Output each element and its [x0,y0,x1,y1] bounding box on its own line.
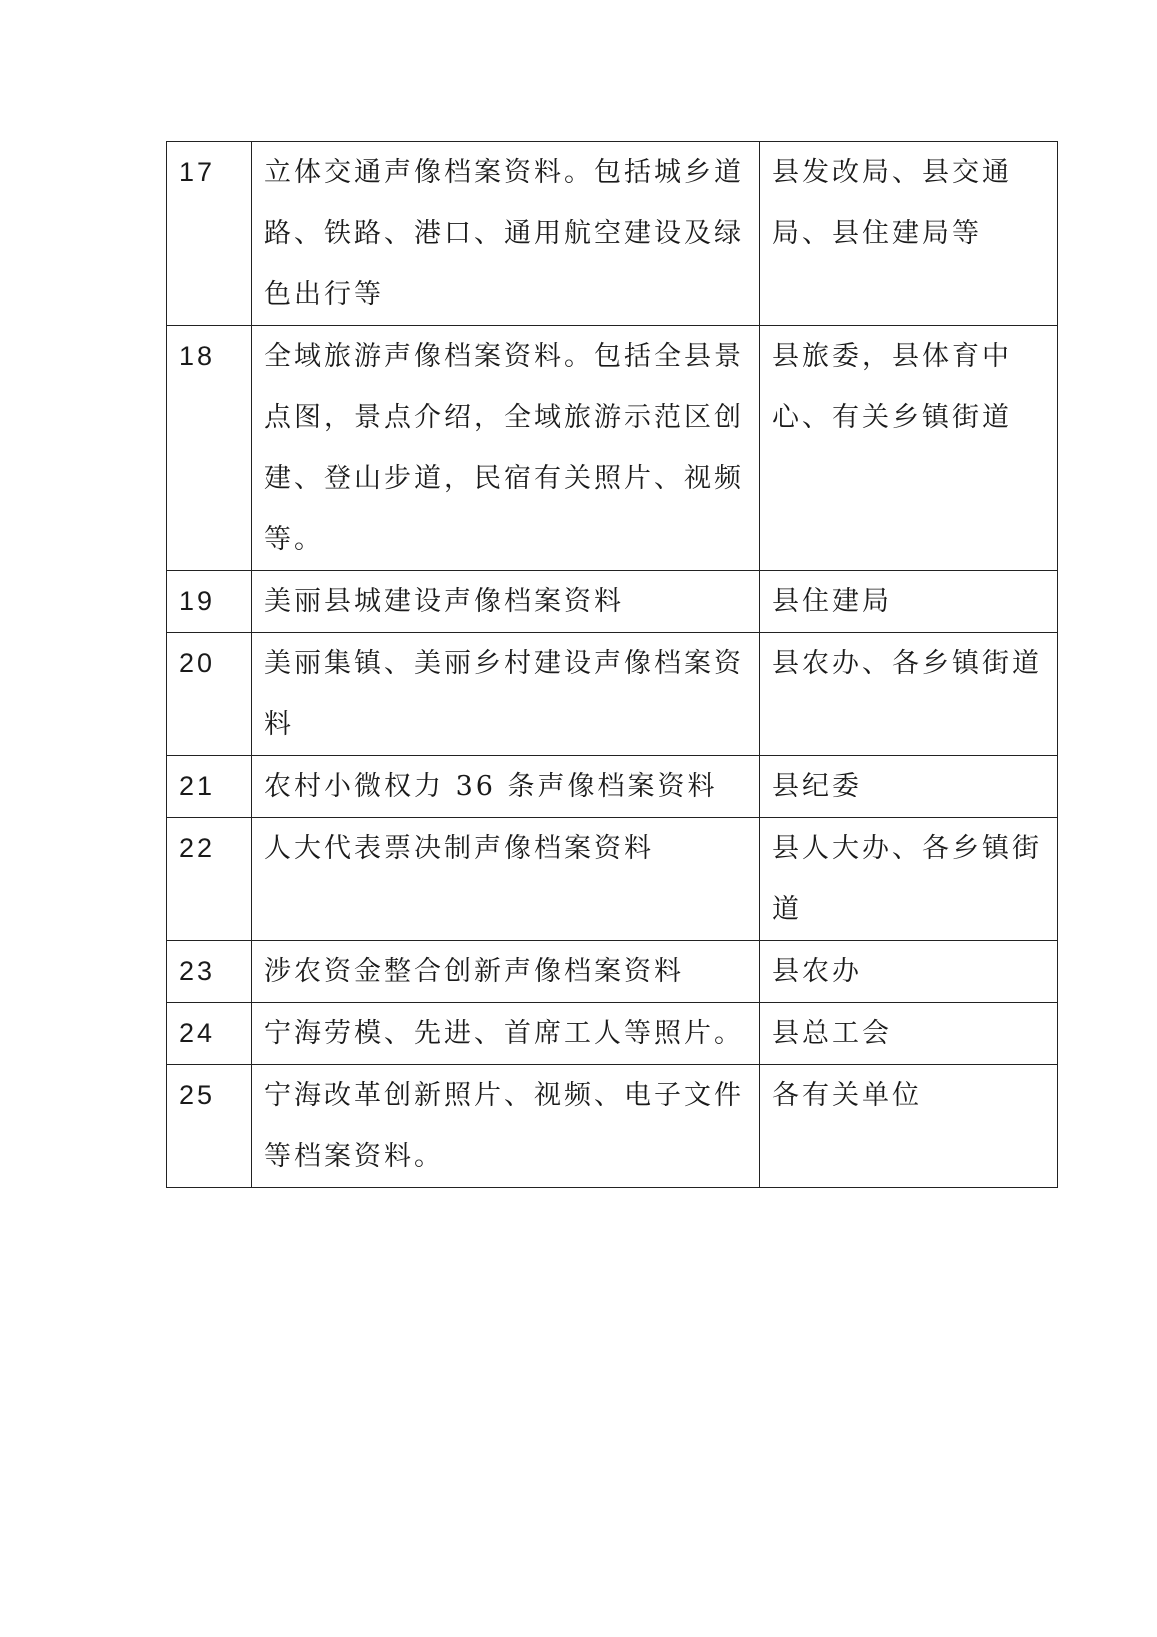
table-row [167,1003,1058,1065]
row-content: 全域旅游声像档案资料。包括全县景点图，景点介绍，全域旅游示范区创建、登山步道，民宿有关照片、视频等。 [252,326,760,571]
row-content: 宁海劳模、先进、首席工人等照片。 [252,1003,760,1065]
table-row [167,941,1058,1003]
row-number: 19 [167,571,252,633]
row-responsible-unit: 各有关单位 [760,1065,1058,1188]
row-content: 人大代表票决制声像档案资料 [252,818,760,941]
row-responsible-unit: 县人大办、各乡镇街道 [760,818,1058,941]
row-number: 23 [167,941,252,1003]
row-content: 涉农资金整合创新声像档案资料 [252,941,760,1003]
row-number: 25 [167,1065,252,1188]
row-number: 20 [167,633,252,756]
table-row [167,633,1058,756]
row-responsible-unit: 县总工会 [760,1003,1058,1065]
row-responsible-unit: 县农办 [760,941,1058,1003]
table-row [167,142,1058,326]
archive-table [166,141,1058,1188]
row-responsible-unit: 县农办、各乡镇街道 [760,633,1058,756]
table-row [167,326,1058,571]
row-content: 立体交通声像档案资料。包括城乡道路、铁路、港口、通用航空建设及绿色出行等 [252,142,760,326]
table-row [167,818,1058,941]
row-responsible-unit: 县发改局、县交通局、县住建局等 [760,142,1058,326]
row-number: 21 [167,756,252,818]
row-responsible-unit: 县纪委 [760,756,1058,818]
row-content: 美丽集镇、美丽乡村建设声像档案资料 [252,633,760,756]
row-number: 22 [167,818,252,941]
table-row [167,756,1058,818]
row-number: 18 [167,326,252,571]
row-content: 农村小微权力 36 条声像档案资料 [252,756,760,818]
row-number: 24 [167,1003,252,1065]
table-row [167,571,1058,633]
row-responsible-unit: 县旅委，县体育中心、有关乡镇街道 [760,326,1058,571]
row-content: 美丽县城建设声像档案资料 [252,571,760,633]
table-row [167,1065,1058,1188]
row-number: 17 [167,142,252,326]
row-responsible-unit: 县住建局 [760,571,1058,633]
row-content: 宁海改革创新照片、视频、电子文件等档案资料。 [252,1065,760,1188]
